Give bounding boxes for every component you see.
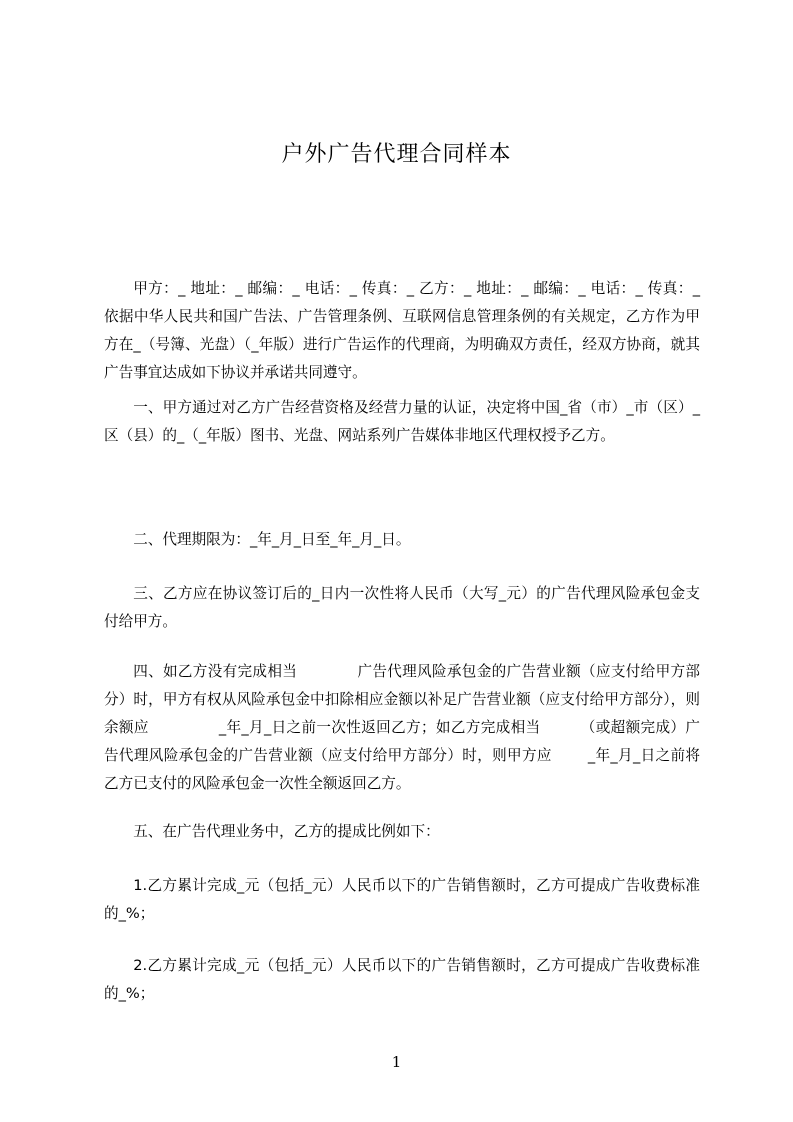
clause-5-item-1: 1.乙方累计完成_元（包括_元）人民币以下的广告销售额时，乙方可提成广告收费标准的_%； xyxy=(104,877,700,922)
document-title: 户外广告代理合同样本 xyxy=(281,142,512,167)
clause-4-part-2: 广告代理风险承包金的广告营业额（应支付给甲方部分）时，甲方有权从风险承包金中扣除相应金额以补足广告营业额（应支付给甲方部分），则余额应 xyxy=(104,663,700,736)
clause-4-part-5: _年_月_日之前将乙方已支付的风险承包金一次性全额返回乙方。 xyxy=(104,747,700,792)
clause-4-paragraph xyxy=(104,658,700,798)
clause-4-part-3: _年_月_日之前一次性返回乙方；如乙方完成相当 xyxy=(218,719,541,736)
clause-3-paragraph: 三、乙方应在协议签订后的_日内一次性将人民币（大写_元）的广告代理风险承包金支付给甲方。 xyxy=(104,585,700,630)
page-number: 1 xyxy=(391,1053,402,1071)
clause-2-paragraph: 二、代理期限为：_年_月_日至_年_月_日。 xyxy=(133,531,411,548)
clause-4-part-1: 四、如乙方没有完成相当 xyxy=(133,663,298,680)
clause-5-paragraph: 五、在广告代理业务中，乙方的提成比例如下： xyxy=(133,823,440,840)
clause-4-part-4: （或超额完成）广告代理风险承包金的广告营业额（应支付给甲方部分）时，则甲方应 xyxy=(104,719,700,764)
party-info-paragraph: 甲方：_ 地址：_ 邮编：_ 电话：_ 传真：_ 乙方：_ 地址：_ 邮编：_ 电话：_ 传真：_ 依据中华人民共和国广告法、广告管理条例、互联网信息管理条例的有关规定，乙方作为甲方在_（号簿、光盘）（_年版）进行广告运作的代理商，为明确双方责任，经双方协商，就其广告事宜达成如下协议并承诺共同遵守。 xyxy=(104,280,700,381)
clause-1-paragraph: 一、甲方通过对乙方广告经营资格及经营力量的认证，决定将中国_省（市）_市（区）_区（县）的_（_年版）图书、光盘、网站系列广告媒体非地区代理权授予乙方。 xyxy=(104,399,700,444)
clause-5-item-2: 2.乙方累计完成_元（包括_元）人民币以下的广告销售额时，乙方可提成广告收费标准的_%； xyxy=(104,957,700,1002)
